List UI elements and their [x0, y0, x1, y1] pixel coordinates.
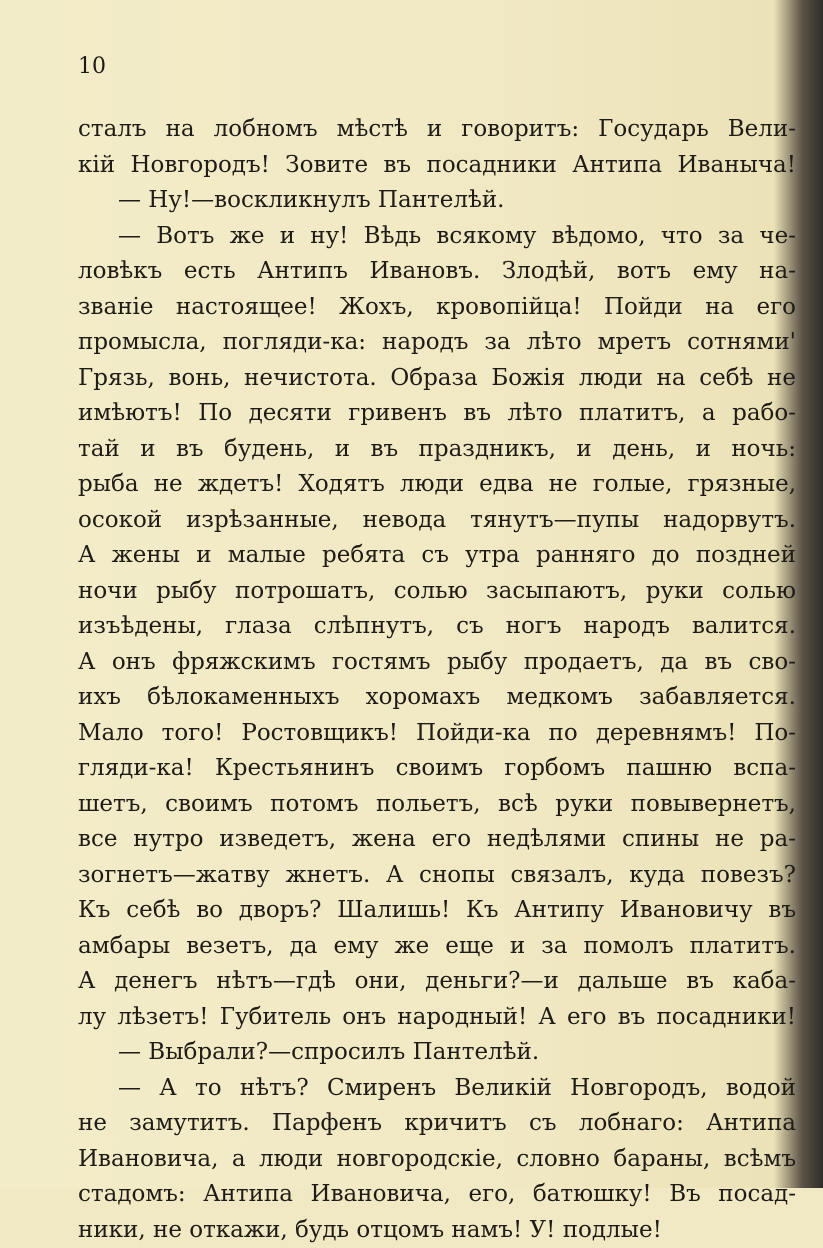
text-line: А денегъ нѣтъ—гдѣ они, деньги?—и дальше въ каба- [78, 964, 796, 1000]
text-line: — Ну!—воскликнулъ Пантелѣй. [78, 183, 796, 219]
text-line: рыба не ждетъ! Ходятъ люди едва не голые, грязные, [78, 467, 796, 503]
text-line: лу лѣзетъ! Губитель онъ народный! А его въ посадники! [78, 1000, 796, 1036]
text-line: Къ себѣ во дворъ? Шалишь! Къ Антипу Ивановичу въ [78, 893, 796, 929]
text-line: Ивановича, а люди новгородскіе, словно бараны, всѣмъ [78, 1142, 796, 1178]
text-line: шетъ, своимъ потомъ польетъ, всѣ руки повывернетъ, [78, 787, 796, 823]
text-line: сталъ на лобномъ мѣстѣ и говоритъ: Государь Вели- [78, 112, 796, 148]
text-line: званіе настоящее! Жохъ, кровопійца! Пойди на его [78, 290, 796, 326]
text-line: А жены и малые ребята съ утра ранняго до поздней [78, 538, 796, 574]
text-line: изъѣдены, глаза слѣпнутъ, съ ногъ народъ валится. [78, 609, 796, 645]
text-line: стадомъ: Антипа Ивановича, его, батюшку! Въ посад- [78, 1177, 796, 1213]
text-line: кій Новгородъ! Зовите въ посадники Антипа Иваныча! [78, 148, 796, 184]
text-line: гляди-ка! Крестьянинъ своимъ горбомъ пашню вспа- [78, 751, 796, 787]
text-line: не замутитъ. Парфенъ кричитъ съ лобнаго: Антипа [78, 1106, 796, 1142]
text-line: имѣютъ! По десяти гривенъ въ лѣто платитъ, а рабо- [78, 396, 796, 432]
text-line: тай и въ будень, и въ праздникъ, и день, и ночь: [78, 432, 796, 468]
text-line: зогнетъ—жатву жнетъ. А снопы связалъ, куда повезъ? [78, 858, 796, 894]
text-line: ловѣкъ есть Антипъ Ивановъ. Злодѣй, вотъ ему на- [78, 254, 796, 290]
text-line: все нутро изведетъ, жена его недѣлями спины не ра- [78, 822, 796, 858]
text-line: промысла, погляди-ка: народъ за лѣто мретъ сотнями' [78, 325, 796, 361]
page-text [78, 112, 796, 1248]
text-line: ники, не откажи, будь отцомъ намъ! У! подлые! [78, 1213, 796, 1248]
text-line: ихъ бѣлокаменныхъ хоромахъ медкомъ забавляется. [78, 680, 796, 716]
text-line: — Выбрали?—спросилъ Пантелѣй. [78, 1035, 796, 1071]
text-line: Мало того! Ростовщикъ! Пойди-ка по деревнямъ! По- [78, 716, 796, 752]
text-line: — А то нѣтъ? Смиренъ Великій Новгородъ, водой [78, 1071, 796, 1107]
text-line: — Вотъ же и ну! Вѣдь всякому вѣдомо, что за че- [78, 219, 796, 255]
text-line: ночи рыбу потрошатъ, солью засыпаютъ, руки солью [78, 574, 796, 610]
text-line: А онъ фряжскимъ гостямъ рыбу продаетъ, да въ сво- [78, 645, 796, 681]
page-number: 10 [78, 54, 106, 79]
text-line: амбары везетъ, да ему же еще и за помолъ платитъ. [78, 929, 796, 965]
text-line: осокой изрѣзанные, невода тянутъ—пупы надорвутъ. [78, 503, 796, 539]
text-line: Грязь, вонь, нечистота. Образа Божія люди на себѣ не [78, 361, 796, 397]
